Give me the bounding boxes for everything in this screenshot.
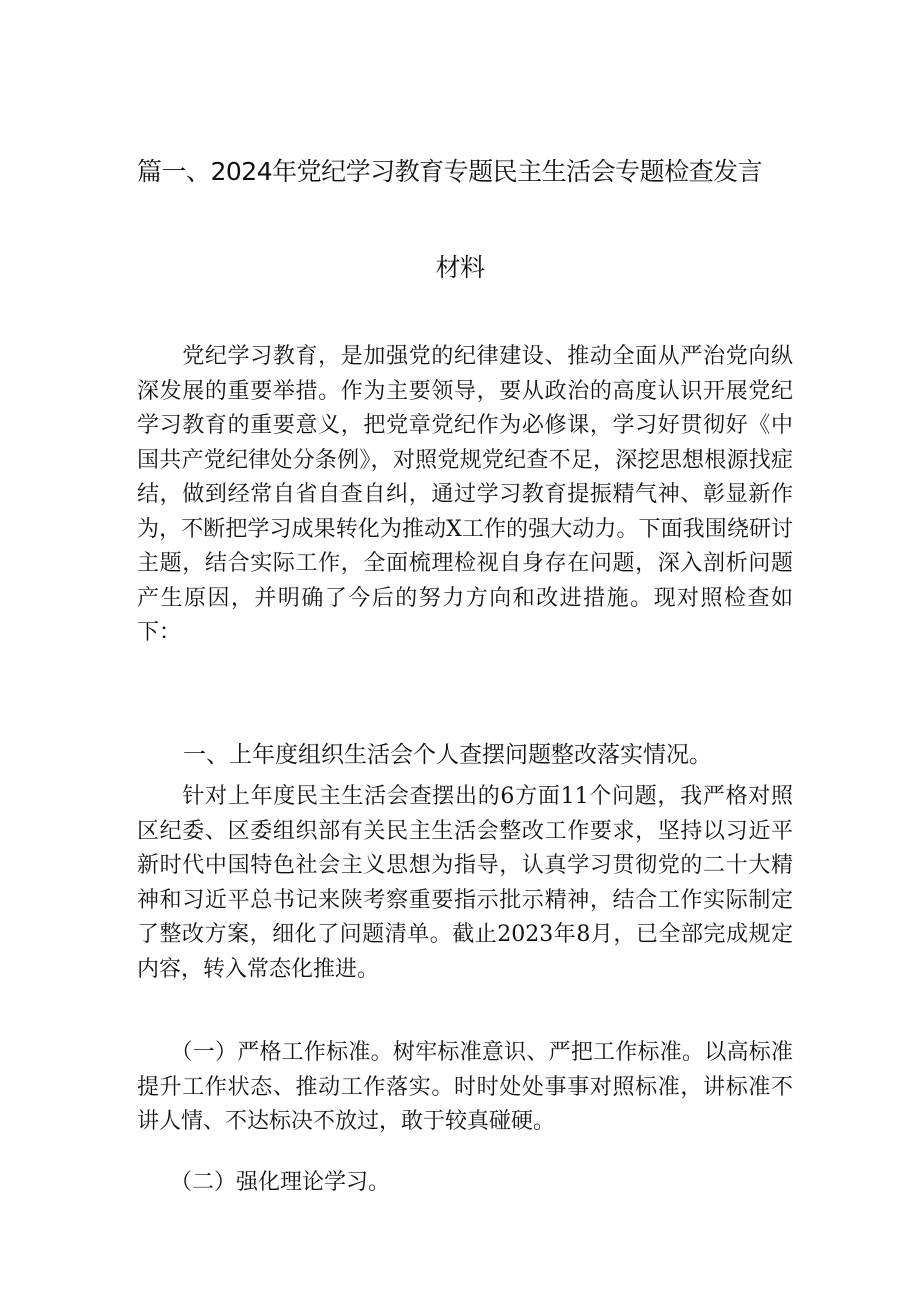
document-title: 篇一、2024年党纪学习教育专题民主生活会专题检查发言: [137, 157, 763, 186]
item-paragraph-1: （一）严格工作标准。树牢标准意识、严把工作标准。以高标准提升工作状态、推动工作落实。时时处处事事对照标准，讲标准不讲人情、不达标决不放过，敢于较真碰硬。: [137, 1040, 793, 1134]
item-paragraph-2: （二）强化理论学习。: [137, 1170, 391, 1195]
section-paragraph: 针对上年度民主生活会查摆出的6方面11个问题，我严格对照区纪委、区委组织部有关民主生活会整改工作要求，坚持以习近平新时代中国特色社会主义思想为指导，认真学习贯彻党的二十大精神和习近平总书记来陕考察重要指示批示精神，结合工作实际制定了整改方案，细化了问题清单。截止2023年8月，已全部完成规定内容，转入常态化推进。: [137, 784, 793, 982]
document-title-continued: 材料: [435, 253, 485, 282]
section-heading: 一、上年度组织生活会个人查摆问题整改落实情况。: [137, 742, 712, 768]
intro-paragraph: 党纪学习教育，是加强党的纪律建设、推动全面从严治党向纵深发展的重要举措。作为主要领导，要从政治的高度认识开展党纪学习教育的重要意义，把党章党纪作为必修课，学习好贯彻好《中国共产党纪律处分条例》，对照党规党纪查不足，深挖思想根源找症结，做到经常自省自查自纠，通过学习教育提振精气神、彰显新作为，不断把学习成果转化为推动X工作的强大动力。下面我围绕研讨主题，结合实际工作，全面梳理检视自身存在问题，深入剖析问题产生原因，并明确了今后的努力方向和改进措施。现对照检查如下：: [137, 344, 793, 645]
